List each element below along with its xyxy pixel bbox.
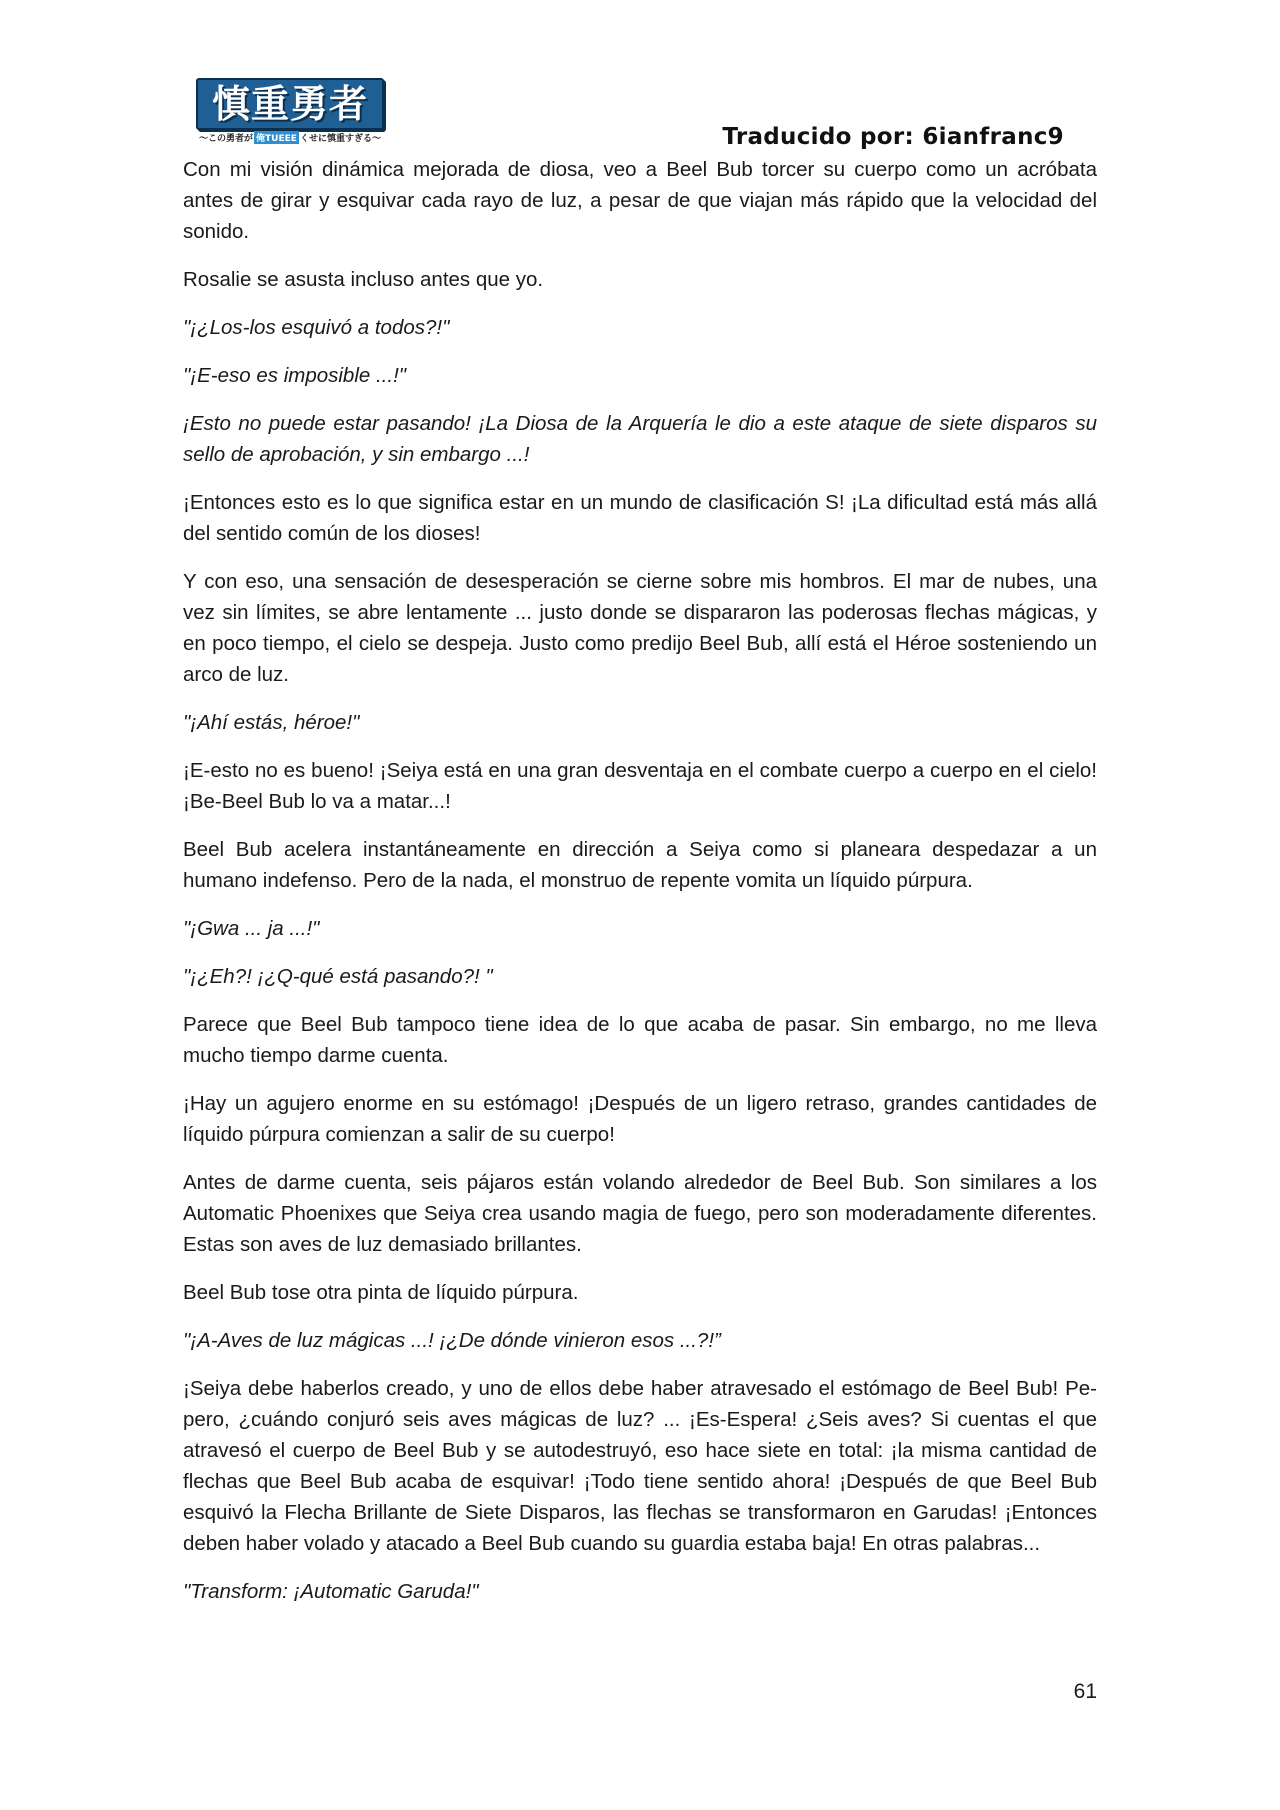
logo-title: 慎重勇者 [196,78,384,130]
paragraph: "¡E-eso es imposible ...!" [183,364,407,387]
paragraph: ¡Entonces esto es lo que significa estar en un mundo de clasificación S! ¡La dificultad está más allá del sentido común de los dioses! [183,491,1097,545]
logo-subtitle-pre: 〜この勇者が [199,133,254,144]
paragraph: Antes de darme cuenta, seis pájaros están volando alrededor de Beel Bub. Son similares a los Automatic Phoenixes que Seiya crea usando magia de fuego, pero son moderadamente diferentes. Estas son aves de luz demasiado brillantes. [183,1171,1097,1256]
paragraph: "¡A-Aves de luz mágicas ...! ¡¿De dónde vinieron esos ...?!” [183,1329,721,1352]
paragraph: "¡Ahí estás, héroe!" [183,711,360,734]
logo-subtitle-highlight: 俺TUEEE [254,131,299,144]
paragraph: "¡¿Los-los esquivó a todos?!" [183,316,450,339]
paragraph: ¡E-esto no es bueno! ¡Seiya está en una gran desventaja en el combate cuerpo a cuerpo en el cielo! ¡Be-Beel Bub lo va a matar...! [183,759,1097,813]
paragraph: Beel Bub acelera instantáneamente en dirección a Seiya como si planeara despedazar a un humano indefenso. Pero de la nada, el monstruo de repente vomita un líquido púrpura. [183,838,1097,892]
paragraph: Beel Bub tose otra pinta de líquido púrpura. [183,1281,579,1304]
paragraph: ¡Hay un agujero enorme en su estómago! ¡Después de un ligero retraso, grandes cantidades de líquido púrpura comienzan a salir de su cuerpo! [183,1092,1097,1146]
logo-subtitle [196,130,384,144]
paragraph: ¡Esto no puede estar pasando! ¡La Diosa de la Arquería le dio a este ataque de siete disparos su sello de aprobación, y sin embargo ...! [183,412,1097,466]
document-body [183,154,1097,1624]
paragraph: "Transform: ¡Automatic Garuda!" [183,1580,479,1603]
paragraph: Rosalie se asusta incluso antes que yo. [183,268,544,291]
paragraph: Parece que Beel Bub tampoco tiene idea de lo que acaba de pasar. Sin embargo, no me lleva mucho tiempo darme cuenta. [183,1013,1097,1067]
page-number: 61 [1073,1680,1097,1703]
paragraph: Y con eso, una sensación de desesperación se cierne sobre mis hombros. El mar de nubes, una vez sin límites, se abre lentamente ... justo donde se dispararon las poderosas flechas mágicas, y en poco tiempo, el cielo se despeja. Justo como predijo Beel Bub, allí está el Héroe sosteniendo un arco de luz. [183,570,1097,686]
logo-subtitle-post: くせに慎重すぎる〜 [299,133,381,144]
paragraph: "¡¿Eh?! ¡¿Q-qué está pasando?! " [183,965,493,988]
paragraph: Con mi visión dinámica mejorada de diosa, veo a Beel Bub torcer su cuerpo como un acróbata antes de girar y esquivar cada rayo de luz, a pesar de que viajan más rápido que la velocidad del sonido. [183,158,1097,243]
paragraph: "¡Gwa ... ja ...!" [183,917,320,940]
translator-credit: Traducido por: 6ianfranc9 [722,124,1064,150]
series-logo [196,78,384,144]
paragraph: ¡Seiya debe haberlos creado, y uno de ellos debe haber atravesado el estómago de Beel Bub! Pe-pero, ¿cuándo conjuró seis aves mágicas de luz? ... ¡Es-Espera! ¿Seis aves? Si cuentas el que atravesó el cuerpo de Beel Bub y se autodestruyó, eso hace siete en total: ¡la misma cantidad de flechas que Beel Bub acaba de esquivar! ¡Todo tiene sentido ahora! ¡Después de que Beel Bub esquivó la Flecha Brillante de Siete Disparos, las flechas se transformaron en Garudas! ¡Entonces deben haber volado y atacado a Beel Bub cuando su guardia estaba baja! En otras palabras... [183,1377,1097,1555]
